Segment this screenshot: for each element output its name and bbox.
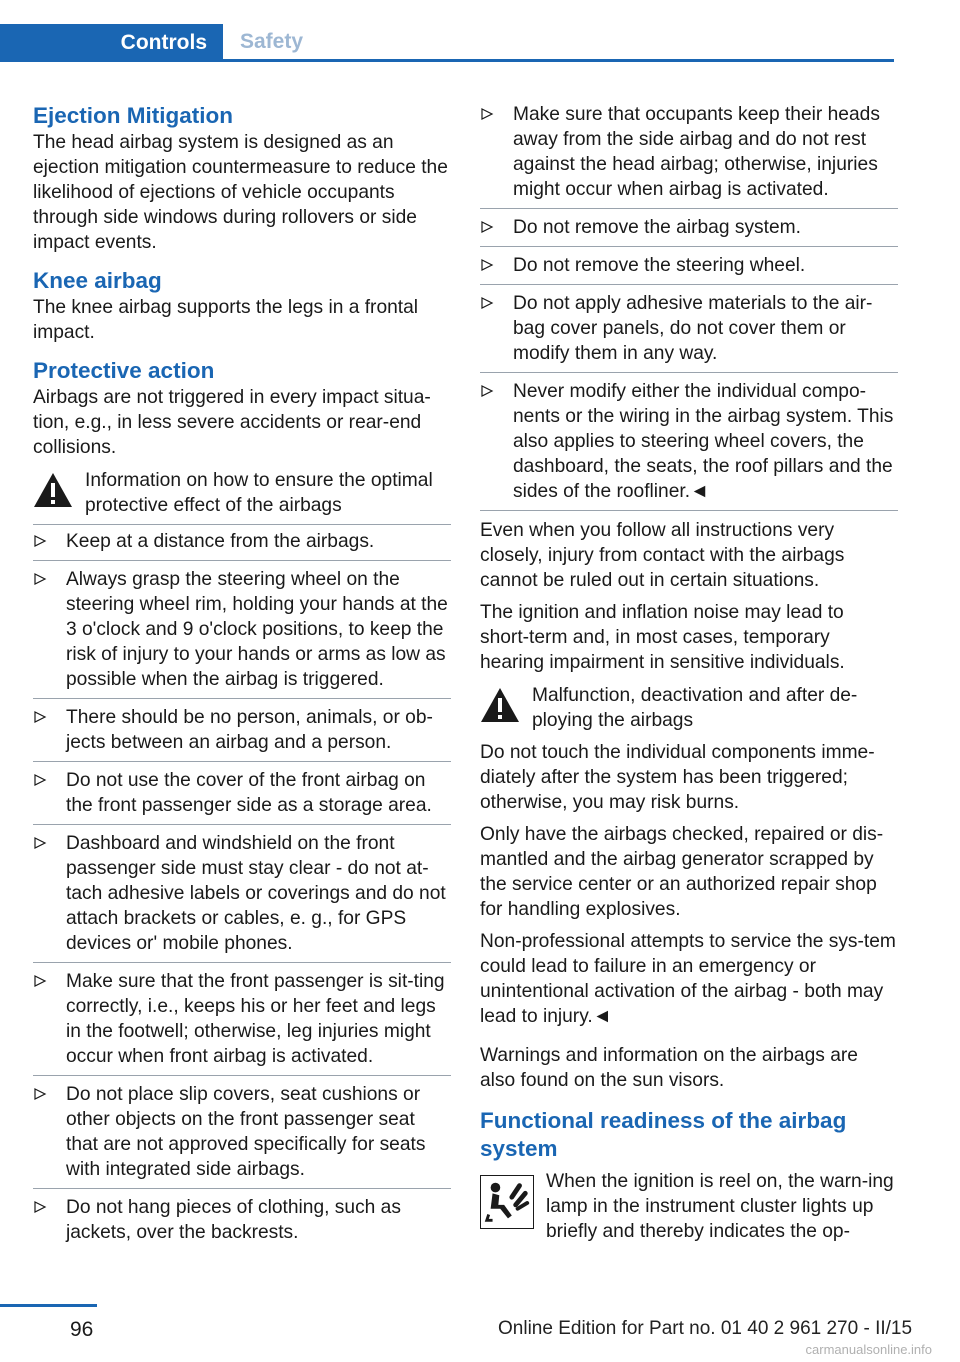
heading-knee-airbag: Knee airbag — [33, 268, 162, 293]
list-item: Do not remove the airbag system. — [480, 215, 898, 247]
tab-safety[interactable]: Safety — [240, 30, 304, 53]
triangle-bullet-icon — [480, 296, 494, 310]
triangle-bullet-icon — [33, 836, 47, 850]
warning-triangle-icon — [480, 687, 520, 723]
list-item: Always grasp the steering wheel on the steering wheel rim, holding your hands at the 3 o'clock and 9 o'clock positions, to keep the risk of injury to your hands or arms as low as possible when the airbag is triggered. — [33, 567, 451, 699]
paragraph-nonprofessional: Non-professional attempts to service the sys-tem could lead to failure in an emergency or unintentional activation of the airbag - both may lead to injury.◄ — [480, 931, 896, 1027]
footer-edition: Online Edition for Part no. 01 40 2 961 270 - II/15 — [498, 1318, 913, 1339]
heading-protective-action: Protective action — [33, 358, 215, 383]
warning-box — [33, 468, 451, 525]
paragraph-burns: Do not touch the individual components imme-diately after the system has been triggered; otherwise, you may risk burns. — [480, 742, 875, 813]
triangle-bullet-icon — [33, 572, 47, 586]
triangle-bullet-icon — [480, 220, 494, 234]
list-item: Do not use the cover of the front airbag on the front passenger side as a storage area. — [33, 768, 451, 825]
paragraph-sun-visors: Warnings and information on the airbags are also found on the sun visors. — [480, 1045, 858, 1091]
triangle-bullet-icon — [33, 974, 47, 988]
warning-text: Malfunction, deactivation and after de-ploying the airbags — [532, 685, 858, 731]
tab-controls[interactable]: Controls — [0, 24, 223, 62]
warning-text: Information on how to ensure the optimal protective effect of the airbags — [85, 470, 433, 516]
heading-ejection-mitigation: Ejection Mitigation — [33, 103, 233, 128]
page-number: 96 — [70, 1318, 94, 1341]
triangle-bullet-icon — [33, 1200, 47, 1214]
paragraph-knee: The knee airbag supports the legs in a frontal impact. — [33, 297, 419, 343]
footer-accent-line — [0, 1304, 97, 1307]
paragraph-service: Only have the airbags checked, repaired or dis-mantled and the airbag generator scrapped by the service center or an authorized repair shop for handling explosives. — [480, 824, 884, 920]
paragraph-injury: Even when you follow all instructions very closely, injury from contact with the airbags cannot be ruled out in certain situations. — [480, 520, 845, 591]
footer-watermark: carmanualsonline.info — [805, 1342, 932, 1357]
triangle-bullet-icon — [33, 773, 47, 787]
list-item: Make sure that the front passenger is sit-ting correctly, i.e., keeps his or her feet and legs in the footwell; otherwise, leg injuries might occur when front airbag is activated. — [33, 969, 451, 1076]
warning-box — [480, 683, 898, 733]
list-item: Make sure that occupants keep their heads away from the side airbag and do not rest against the head airbag; otherwise, injuries might occur when airbag is activated. — [480, 102, 898, 209]
left-column — [33, 102, 451, 1251]
paragraph-noise: The ignition and inflation noise may lead to short-term and, in most cases, temporary hearing impairment in sensitive individuals. — [480, 602, 845, 673]
heading-functional-readiness: Functional readiness of the airbag system — [480, 1108, 847, 1161]
list-item: Dashboard and windshield on the front passenger side must stay clear - do not at-tach adhesive labels or coverings and do not attach brackets or cables, e. g., for GPS devices or' mobile phones. — [33, 831, 451, 963]
left-bullet-list — [33, 529, 451, 1251]
triangle-bullet-icon — [33, 1087, 47, 1101]
list-item: There should be no person, animals, or ob-jects between an airbag and a person. — [33, 705, 451, 762]
list-item: Do not apply adhesive materials to the air-bag cover panels, do not cover them or modify them in any way. — [480, 291, 898, 373]
triangle-bullet-icon — [480, 258, 494, 272]
list-item: Do not place slip covers, seat cushions or other objects on the front passenger seat that are not approved specifically for seats with integrated side airbags. — [33, 1082, 451, 1189]
warning-triangle-icon — [33, 472, 73, 508]
airbag-warning-lamp-icon — [480, 1175, 534, 1229]
paragraph-ejection: The head airbag system is designed as an ejection mitigation countermeasure to reduce the likelihood of ejections of vehicle occupants through side windows during rollovers or side impact events. — [33, 132, 448, 253]
list-item: Do not hang pieces of clothing, such as jackets, over the backrests. — [33, 1195, 451, 1251]
list-item: Keep at a distance from the airbags. — [33, 529, 451, 561]
triangle-bullet-icon — [33, 710, 47, 724]
paragraph-protective: Airbags are not triggered in every impact situa-tion, e.g., in less severe accidents or rear-end collisions. — [33, 387, 431, 458]
right-column — [480, 102, 898, 1244]
list-item: Do not remove the steering wheel. — [480, 253, 898, 285]
airbag-lamp-block — [480, 1169, 898, 1244]
tab-bar-underline — [0, 59, 894, 62]
triangle-bullet-icon — [33, 534, 47, 548]
triangle-bullet-icon — [480, 107, 494, 121]
list-item: Never modify either the individual compo-nents or the wiring in the airbag system. This also applies to steering wheel covers, the dashboard, the seats, the roof pillars and the sides of the roofliner.◄ — [480, 379, 898, 511]
functional-text: When the ignition is reel on, the warn-ing lamp in the instrument cluster lights up briefly and thereby indicates the op- — [546, 1171, 894, 1242]
right-bullet-list — [480, 102, 898, 511]
triangle-bullet-icon — [480, 384, 494, 398]
chapter-tab-bar — [0, 24, 894, 62]
